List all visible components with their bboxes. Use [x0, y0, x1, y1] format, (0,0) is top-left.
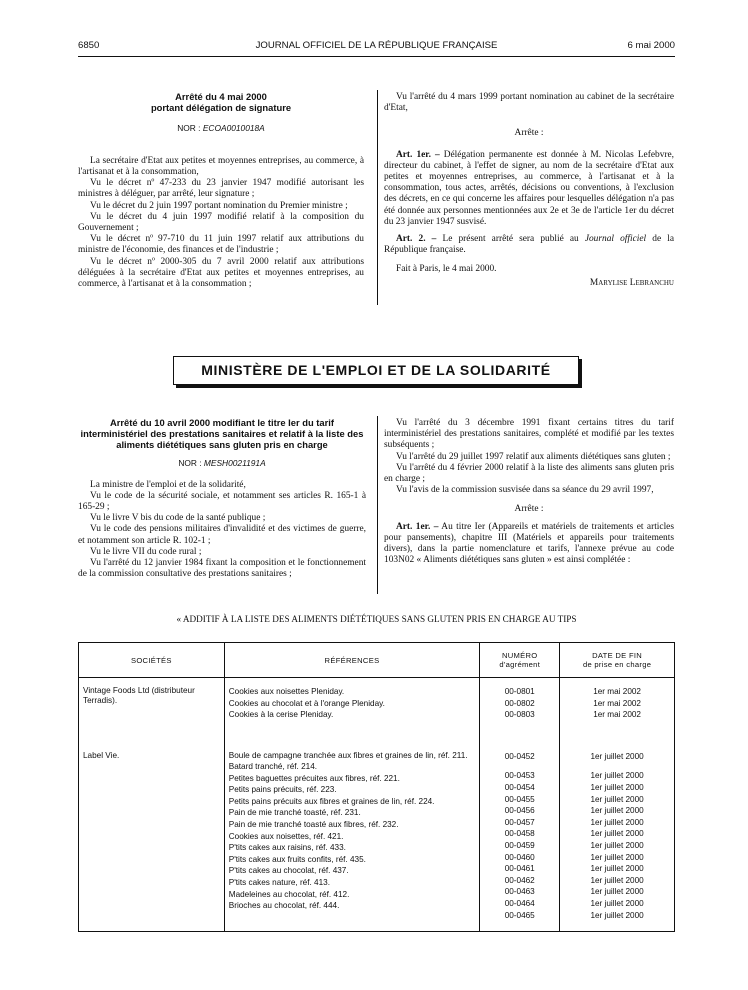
paragraph: Vu le code de la sécurité sociale, et notamment ses articles R. 165-1 à 165-29 ;	[78, 490, 366, 512]
reference: Petits pains précuits, réf. 223.	[228, 785, 337, 795]
date: 1er juillet 2000	[590, 852, 644, 862]
arrete-heading: Arrête :	[514, 128, 544, 139]
header-societes: SOCIÉTÉS	[79, 643, 225, 678]
paragraph: Vu l'arrêté du 12 janvier 1984 fixant la composition et le fonctionnement de la commission consultative des prestations sanitaires ;	[78, 558, 366, 580]
societe-cell: Label Vie.	[79, 751, 225, 921]
date: 1er juillet 2000	[590, 864, 644, 874]
paragraph: La ministre de l'emploi et de la solidarité,	[90, 479, 246, 490]
fait-a-paris: Fait à Paris, le 4 mai 2000.	[396, 264, 497, 275]
nor-reference	[78, 123, 364, 134]
nor-code: ECOA0010018A	[202, 122, 265, 133]
paragraph: Vu le décret du 2 juin 1997 portant nomination du Premier ministre ;	[90, 200, 348, 211]
table-row	[79, 751, 675, 921]
article-label: Art. 2. –	[396, 234, 437, 245]
date: 1er juillet 2000	[590, 898, 644, 908]
reference: Madeleines au chocolat, réf. 412.	[228, 889, 350, 899]
paragraph: Vu le décret nº 2000-305 du 7 avril 2000 relatif aux attributions déléguées à la secrétaire d'Etat aux petites et moyennes entreprises, au commerce, à l'artisanat et à la consommation ;	[78, 256, 364, 290]
article-text: Au titre Ier (Appareils et matériels de traitements et articles pour pansements), chapitre III (Matériels et appareils pour traitements divers), dans la partie nomenclature et tarifs, l'annexe prévue au code 103N02 « Aliments diététiques sans gluten » est ainsi complétée :	[384, 521, 674, 566]
paragraph: Vu le livre VII du code rural ;	[90, 546, 202, 557]
header-date: DATE DE FIN de prise en charge	[560, 643, 675, 678]
date: 1er juillet 2000	[590, 817, 644, 827]
nor-label: NOR :	[178, 458, 204, 469]
arrete-heading: Arrête :	[514, 504, 544, 515]
decree-gluten-left	[78, 418, 366, 580]
date: 1er juillet 2000	[590, 794, 644, 804]
date: 1er juillet 2000	[590, 829, 644, 839]
reference: Petites baguettes précuites aux fibres, réf. 221.	[228, 773, 400, 783]
date: 1er juillet 2000	[590, 910, 644, 920]
header-numero: NUMÉRO d'agrément	[480, 643, 560, 678]
numero-cell	[480, 751, 560, 921]
societe-cell: Vintage Foods Ltd (distributeur Terradis).	[79, 686, 225, 721]
numero: 00-0802	[504, 698, 535, 708]
date: 1er mai 2002	[593, 698, 641, 708]
reference: Boule de campagne tranchée aux fibres et graines de lin, réf. 211.	[228, 750, 468, 760]
numero: 00-0452	[504, 751, 535, 761]
reference: P'tits cakes au chocolat, réf. 437.	[228, 866, 349, 876]
reference: Cookies aux noisettes Pleniday.	[228, 687, 345, 696]
numero: 00-0459	[504, 840, 535, 850]
table-header-row	[79, 643, 675, 678]
numero: 00-0453	[504, 771, 535, 781]
reference: Batard tranché, réf. 214.	[228, 761, 318, 771]
numero-cell	[480, 686, 560, 721]
date: 1er mai 2002	[593, 687, 641, 696]
date: 1er juillet 2000	[590, 875, 644, 885]
header-references: RÉFÉRENCES	[224, 643, 480, 678]
paragraph: Vu le code des pensions militaires d'invalidité et des victimes de guerre, et notamment son article R. 102-1 ;	[78, 524, 366, 546]
column-divider-bottom	[377, 416, 378, 594]
reference: Pain de mie tranché toasté aux fibres, réf. 232.	[228, 819, 399, 829]
numero: 00-0460	[504, 852, 535, 862]
reference: P'tits cakes aux raisins, réf. 433.	[228, 843, 346, 853]
signature: Marylise Lebranchu	[589, 277, 674, 288]
numero: 00-0458	[504, 829, 535, 839]
nor-code: MESH0021191A	[203, 458, 266, 469]
numero: 00-0465	[504, 910, 535, 920]
paragraph: Vu le livre V bis du code de la santé publique ;	[90, 513, 266, 524]
numero: 00-0464	[504, 898, 535, 908]
numero: 00-0454	[504, 782, 535, 792]
article-label: Art. 1er. –	[396, 149, 440, 160]
decree-delegation-right	[384, 92, 674, 289]
decree-gluten-right	[384, 418, 674, 566]
journal-name: Journal officiel	[584, 234, 647, 245]
paragraph: Vu l'arrêté du 4 mars 1999 portant nomination au cabinet de la secrétaire d'Etat,	[384, 92, 674, 114]
ministry-banner: MINISTÈRE DE L'EMPLOI ET DE LA SOLIDARITÉ	[173, 356, 579, 385]
paragraph: Vu le décret nº 47-233 du 23 janvier 1947 modifié autorisant les ministres à déléguer, par arrêté, leur signature ;	[78, 178, 364, 200]
article-1	[384, 150, 674, 228]
paragraph: Vu l'avis de la commission susvisée dans sa séance du 29 avril 1997,	[396, 485, 654, 496]
paragraph: Vu l'arrêté du 3 décembre 1991 fixant certains titres du tarif interministériel des prestations sanitaires, complété et modifié par les textes subséquents ;	[384, 418, 674, 451]
reference: Cookies aux noisettes, réf. 421.	[228, 831, 344, 841]
header-rule	[78, 56, 675, 57]
decree-title-line2: portant délégation de signature	[150, 101, 292, 113]
paragraph: Vu le décret du 4 juin 1997 modifié relatif à la composition du Gouvernement ;	[78, 211, 364, 234]
numero: 00-0463	[504, 887, 535, 897]
reference: Brioches au chocolat, réf. 444.	[228, 901, 340, 911]
date: 1er juillet 2000	[590, 806, 644, 816]
paragraph: Vu l'arrêté du 4 février 2000 relatif à la liste des aliments sans gluten pris en charge ;	[384, 462, 674, 485]
reference: Cookies au chocolat et à l'orange Pleniday.	[228, 698, 385, 708]
numero: 00-0801	[504, 687, 535, 696]
date: 1er juillet 2000	[590, 751, 644, 761]
journal-title: JOURNAL OFFICIEL DE LA RÉPUBLIQUE FRANÇAISE	[255, 40, 498, 51]
decree-delegation-left	[78, 92, 364, 290]
numero: 00-0462	[504, 875, 535, 885]
article-label: Art. 1er. –	[396, 521, 439, 532]
date-cell	[560, 751, 675, 921]
nor-label: NOR :	[177, 122, 203, 133]
date: 1er mai 2002	[593, 710, 641, 720]
references-cell	[224, 686, 480, 721]
table-caption: « ADDITIF À LA LISTE DES ALIMENTS DIÉTÉTIQUES SANS GLUTEN PRIS EN CHARGE AU TIPS	[176, 614, 577, 624]
article-text: de la République française.	[384, 234, 674, 256]
decree-title-line1: Arrêté du 4 mai 2000	[175, 91, 267, 102]
numero: 00-0456	[504, 806, 535, 816]
reference: Pain de mie tranché toasté, réf. 231.	[228, 808, 361, 818]
reference: P'tits cakes aux fruits confits, réf. 435.	[228, 854, 366, 864]
numero: 00-0455	[504, 794, 535, 804]
article-text: Délégation permanente est donnée à M. Nicolas Lefebvre, directeur du cabinet, à l'effet de signer, au nom de la secrétaire d'Etat aux petites et moyennes entreprises, au commerce, à l'artisanat et à la consommation, tous actes, arrêtés, décisions ou conventions, à l'exclusion des décrets, en ce qui concerne les affaires pour lesquelles délégation n'a pas été donnée aux personnes mentionnées aux 2e et 3e de l'article 1er du décret du 23 janvier 1947 susvisé.	[384, 149, 675, 227]
date: 1er juillet 2000	[590, 887, 644, 897]
article-text: Le présent arrêté sera publié au	[436, 234, 585, 245]
nor-reference	[78, 458, 366, 469]
reference: P'tits cakes nature, réf. 413.	[228, 877, 330, 887]
article-2	[384, 234, 674, 256]
numero: 00-0803	[504, 710, 535, 720]
date: 1er juillet 2000	[590, 840, 644, 850]
page-number: 6850	[78, 40, 100, 51]
table-row	[79, 686, 675, 721]
numero: 00-0461	[504, 864, 535, 874]
column-divider-top	[377, 90, 378, 305]
gluten-free-table	[78, 642, 675, 932]
date-cell	[560, 686, 675, 721]
date: 1er juillet 2000	[590, 782, 644, 792]
paragraph: Vu le décret nº 97-710 du 11 juin 1997 relatif aux attributions du ministre de l'économie, des finances et de l'industrie ;	[78, 234, 364, 256]
reference: Cookies à la cerise Pleniday.	[228, 710, 334, 720]
numero: 00-0457	[504, 817, 535, 827]
paragraph: La secrétaire d'Etat aux petites et moyennes entreprises, au commerce, à l'artisanat et à la consommation,	[78, 155, 364, 177]
issue-date: 6 mai 2000	[627, 40, 675, 51]
paragraph: Vu l'arrêté du 29 juillet 1997 relatif aux aliments diététiques sans gluten ;	[396, 451, 671, 462]
decree-title: Arrêté du 10 avril 2000 modifiant le titre Ier du tarif interministériel des prestations sanitaires et relatif à la liste des aliments diététiques sans gluten pris en charge	[80, 417, 364, 450]
references-cell	[224, 751, 480, 921]
running-header	[78, 40, 675, 54]
date: 1er juillet 2000	[590, 771, 644, 781]
reference: Petits pains précuits aux fibres et graines de lin, réf. 224.	[228, 796, 435, 806]
article-1	[384, 522, 674, 567]
